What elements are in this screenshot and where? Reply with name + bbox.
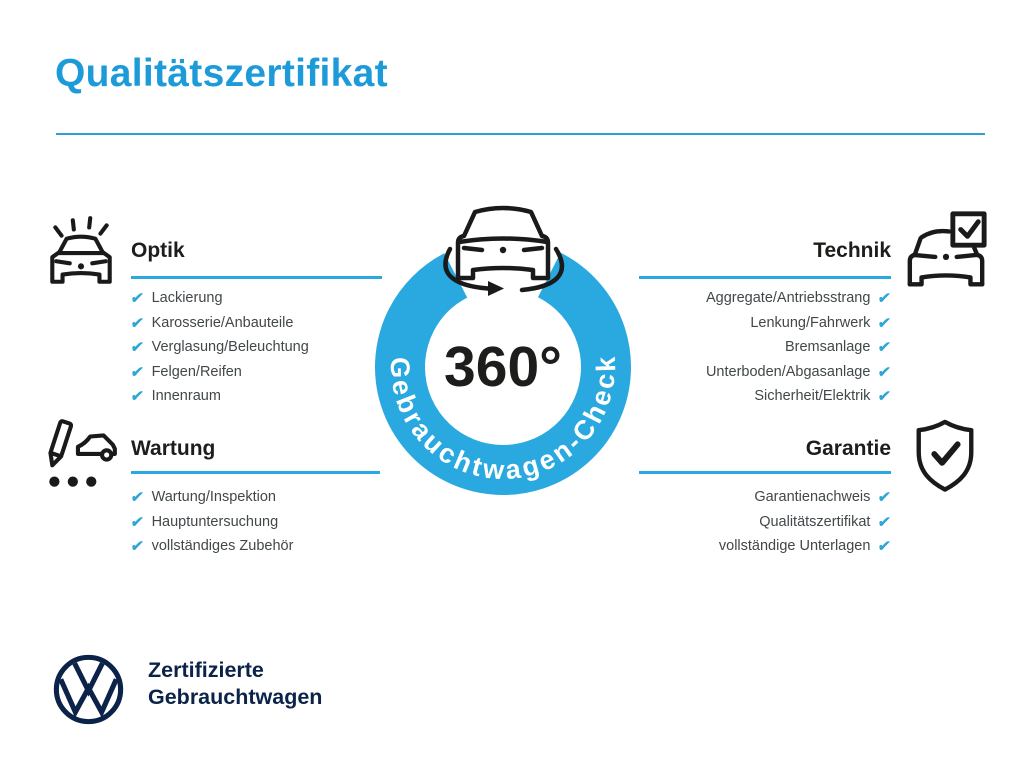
list-item: [719, 510, 891, 535]
list-item-label: Unterboden/Abgasanlage: [705, 363, 871, 380]
list-item: [706, 286, 891, 311]
section-title-optik: Optik: [131, 239, 185, 262]
list-item-label: Felgen/Reifen: [151, 363, 242, 380]
check-icon: ✔: [129, 363, 145, 381]
check-icon: ✔: [877, 314, 893, 332]
check-icon: ✔: [877, 538, 893, 556]
check-icon: ✔: [129, 314, 145, 332]
list-item: [131, 510, 293, 535]
list-item: [131, 360, 309, 385]
list-item-label: Innenraum: [151, 388, 221, 405]
list-item-label: vollständiges Zubehör: [151, 538, 294, 555]
badge-degree-label: 360°: [444, 335, 562, 399]
list-item-label: Sicherheit/Elektrik: [754, 388, 871, 405]
badge-ring-label: Gebrauchtwagen-Check: [384, 355, 622, 486]
check-icon: ✔: [129, 538, 145, 556]
sparkling-car-icon: [45, 210, 117, 292]
list-item: [131, 384, 309, 409]
list-item-label: Lackierung: [151, 290, 223, 307]
check-icon: ✔: [129, 513, 145, 531]
technik-checklist: [706, 286, 891, 409]
header-divider: [56, 133, 985, 135]
page-title: Qualitätszertifikat: [55, 52, 388, 95]
section-title-garantie: Garantie: [805, 437, 891, 460]
check-icon: ✔: [129, 339, 145, 357]
car-checkbox-icon: [902, 208, 990, 296]
brand-line-2: Gebrauchtwagen: [148, 685, 323, 709]
service-checklist-icon: [42, 416, 118, 498]
garantie-checklist: [719, 485, 891, 559]
wartung-checklist: [131, 485, 293, 559]
section-underline-optik: [131, 276, 382, 279]
list-item: [131, 534, 293, 559]
list-item-label: Qualitätszertifikat: [759, 513, 871, 530]
check-icon: ✔: [877, 339, 893, 357]
check-icon: ✔: [877, 489, 893, 507]
check-icon: ✔: [877, 513, 893, 531]
optik-checklist: [131, 286, 309, 409]
list-item-label: Karosserie/Anbauteile: [151, 314, 294, 331]
section-underline-garantie: [639, 471, 891, 474]
list-item: [719, 485, 891, 510]
list-item: [131, 311, 309, 336]
check-icon: ✔: [129, 489, 145, 507]
shield-check-icon: [909, 416, 981, 496]
list-item-label: Wartung/Inspektion: [151, 489, 276, 506]
check-icon: ✔: [129, 290, 145, 308]
section-title-wartung: Wartung: [131, 437, 216, 460]
list-item-label: Lenkung/Fahrwerk: [750, 314, 871, 331]
list-item-label: Garantienachweis: [754, 489, 871, 506]
section-underline-wartung: [131, 471, 380, 474]
list-item-label: Hauptuntersuchung: [151, 513, 279, 530]
check-icon: ✔: [129, 388, 145, 406]
list-item-label: Bremsanlage: [784, 339, 871, 356]
vw-logo: [52, 653, 125, 726]
list-item: [131, 485, 293, 510]
check-icon: ✔: [877, 290, 893, 308]
brand-line-1: Zertifizierte: [148, 658, 264, 682]
list-item: [719, 534, 891, 559]
list-item-label: Verglasung/Beleuchtung: [151, 339, 309, 356]
section-title-technik: Technik: [813, 239, 891, 262]
list-item: [131, 286, 309, 311]
section-underline-technik: [639, 276, 891, 279]
list-item-label: Aggregate/Antriebsstrang: [705, 290, 871, 307]
check-icon: ✔: [877, 363, 893, 381]
list-item: [706, 311, 891, 336]
check-icon: ✔: [877, 388, 893, 406]
list-item: [706, 384, 891, 409]
list-item: [706, 360, 891, 385]
list-item: [131, 335, 309, 360]
360-badge: [358, 183, 658, 513]
brand-name: [148, 657, 322, 711]
list-item: [706, 335, 891, 360]
list-item-label: vollständige Unterlagen: [718, 538, 871, 555]
